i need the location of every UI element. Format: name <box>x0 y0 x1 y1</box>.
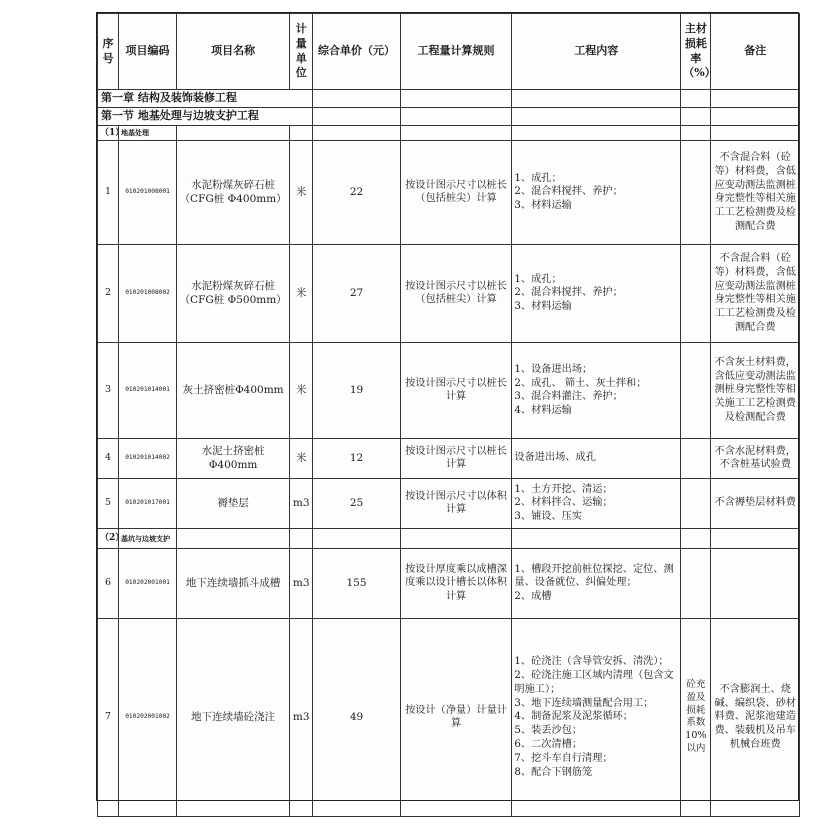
row-remark: 不含灰土材料费，含低应变动测法监测桩身完整性等相关施工工艺检测费及检测配合费 <box>711 342 800 438</box>
row-remark: 不含混合料（砼等）材料费，含低应变动测法监测桩身完整性等相关施工工艺检测费及检测配合费 <box>711 244 800 342</box>
header-unit: 计量单位 <box>290 14 313 90</box>
header-rule: 工程量计算规则 <box>400 14 512 90</box>
row-loss <box>681 342 711 438</box>
section-row <box>98 107 800 125</box>
row-content: 1、砼浇注（含导管安拆、清洗）； 2、砼浇注施工区域内清理（包含文明施工）； 3、地下连续墙测量配合用工； 4、制备泥浆及泥浆循环； 5、装丢沙包； 6、二次清槽； 7、挖斗车自行清理； 8、配合下钢筋笼 <box>512 618 681 816</box>
row-loss <box>681 140 711 244</box>
row-name: 水泥粉煤灰碎石桩（CFG桩 Φ400mm） <box>177 140 290 244</box>
row-seq: 5 <box>98 478 119 528</box>
row-seq: 3 <box>98 342 119 438</box>
table-row <box>98 140 800 244</box>
row-loss: 砼充盈及损耗系数10%以内 <box>681 618 711 816</box>
group-label: 基坑与边坡支护 <box>118 528 176 548</box>
row-seq: 6 <box>98 548 119 618</box>
row-unit: 米 <box>290 140 313 244</box>
table-row <box>98 618 800 816</box>
row-content: 1、成孔； 2、混合料搅拌、养护； 3、材料运输 <box>512 140 681 244</box>
row-code: 010202001002 <box>118 618 176 816</box>
row-rule: 按设计图示尺寸以桩长计算 <box>400 438 512 478</box>
row-unit: 米 <box>290 244 313 342</box>
group-no: （2） <box>98 528 119 548</box>
row-name: 地下连续墙抓斗成槽 <box>177 548 290 618</box>
row-rule: 按设计（净量）计量计算 <box>400 618 512 816</box>
row-name: 地下连续墙砼浇注 <box>177 618 290 816</box>
row-code: 010201008002 <box>118 244 176 342</box>
header-loss: 主材损耗率（%） <box>681 14 711 90</box>
header-price: 综合单价（元） <box>313 14 400 90</box>
table-row <box>98 342 800 438</box>
row-code: 010201014001 <box>118 342 176 438</box>
row-rule: 按设计厚度乘以成槽深度乘以设计槽长以体积计算 <box>400 548 512 618</box>
row-price: 19 <box>313 342 400 438</box>
row-seq: 7 <box>98 618 119 816</box>
row-loss <box>681 244 711 342</box>
row-unit: m3 <box>290 478 313 528</box>
row-seq: 2 <box>98 244 119 342</box>
row-rule: 按设计图示尺寸以体积计算 <box>400 478 512 528</box>
row-code: 010201014002 <box>118 438 176 478</box>
row-code: 010201017001 <box>118 478 176 528</box>
row-remark: 不含膨润土、烧碱、编织袋、砂材料费、泥浆池建造费、装载机及吊车机械台班费 <box>711 618 800 816</box>
table-row <box>98 244 800 342</box>
row-price: 22 <box>313 140 400 244</box>
group-row-2 <box>98 528 800 548</box>
row-content: 1、土方开挖、清运； 2、材料拌合、运输； 3、铺设、压实 <box>512 478 681 528</box>
header-remark: 备注 <box>711 14 800 90</box>
row-name: 水泥土挤密桩Φ400mm <box>177 438 290 478</box>
group-row-1 <box>98 125 800 140</box>
group-no: （1） <box>98 125 119 140</box>
row-unit: m3 <box>290 548 313 618</box>
row-remark: 不含水泥材料费，不含桩基试验费 <box>711 438 800 478</box>
row-unit: 米 <box>290 438 313 478</box>
chapter-row <box>98 90 800 108</box>
header-row <box>98 14 800 90</box>
row-code: 010202001001 <box>118 548 176 618</box>
row-price: 155 <box>313 548 400 618</box>
row-content: 设备进出场、成孔 <box>512 438 681 478</box>
row-price: 27 <box>313 244 400 342</box>
row-rule: 按设计图示尺寸以桩长（包括桩尖）计算 <box>400 244 512 342</box>
row-code: 010201008001 <box>118 140 176 244</box>
row-unit: 米 <box>290 342 313 438</box>
price-table <box>97 13 800 817</box>
row-loss <box>681 548 711 618</box>
row-name: 灰土挤密桩Φ400mm <box>177 342 290 438</box>
section-title: 第一节 地基处理与边坡支护工程 <box>98 107 313 125</box>
row-price: 12 <box>313 438 400 478</box>
row-rule: 按设计图示尺寸以桩长（包括桩尖）计算 <box>400 140 512 244</box>
header-name: 项目名称 <box>177 14 290 90</box>
header-code: 项目编码 <box>118 14 176 90</box>
row-loss <box>681 478 711 528</box>
row-seq: 4 <box>98 438 119 478</box>
row-remark: 不含褥垫层材料费 <box>711 478 800 528</box>
table-row <box>98 438 800 478</box>
row-seq: 1 <box>98 140 119 244</box>
group-label: 地基处理 <box>118 125 176 140</box>
row-remark: 不含混合料（砼等）材料费，含低应变动测法监测桩身完整性等相关施工工艺检测费及检测配合费 <box>711 140 800 244</box>
row-rule: 按设计图示尺寸以桩长计算 <box>400 342 512 438</box>
row-name: 水泥粉煤灰碎石桩（CFG桩 Φ500mm） <box>177 244 290 342</box>
row-name: 褥垫层 <box>177 478 290 528</box>
row-price: 49 <box>313 618 400 816</box>
header-content: 工程内容 <box>512 14 681 90</box>
row-content: 1、设备进出场； 2、成孔、 筛土、灰土拌和； 3、混合料灌注、养护； 4、材料运输 <box>512 342 681 438</box>
chapter-title: 第一章 结构及装饰装修工程 <box>98 90 313 108</box>
row-loss <box>681 438 711 478</box>
row-price: 25 <box>313 478 400 528</box>
header-seq: 序号 <box>98 14 119 90</box>
table-row <box>98 548 800 618</box>
row-unit: m3 <box>290 618 313 816</box>
price-sheet <box>96 12 799 801</box>
row-content: 1、成孔； 2、混合料搅拌、养护； 3、材料运输 <box>512 244 681 342</box>
row-content: 1、槽段开挖前桩位探挖、定位、测量、设备就位、纠偏处理； 2、成槽 <box>512 548 681 618</box>
row-remark <box>711 548 800 618</box>
table-row <box>98 478 800 528</box>
